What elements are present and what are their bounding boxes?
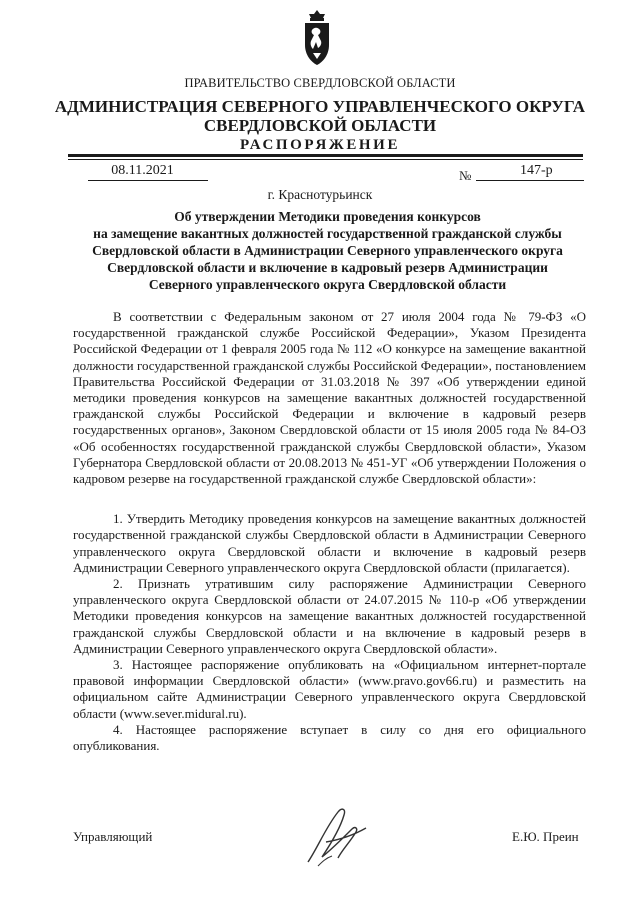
- title-line-3: Свердловской области в Администрации Северного управленческого округа: [92, 243, 563, 258]
- administration-line-2: СВЕРДЛОВСКОЙ ОБЛАСТИ: [203, 116, 437, 135]
- handwritten-signature-icon: [288, 802, 388, 872]
- document-number: 147-р: [520, 163, 553, 178]
- document-type: РАСПОРЯЖЕНИЕ: [239, 137, 401, 153]
- document-title: [70, 208, 585, 293]
- title-line-5: Северного управленческого округа Свердловской области: [148, 277, 507, 292]
- date-underline: [88, 180, 208, 181]
- header-rule-thick: [68, 154, 583, 157]
- document-body: [73, 309, 586, 754]
- coat-of-arms-icon: [301, 8, 333, 68]
- administration-name: [0, 97, 640, 135]
- administration-line-1: АДМИНИСТРАЦИЯ СЕВЕРНОГО УПРАВЛЕНЧЕСКОГО ОКРУГА: [54, 97, 586, 116]
- document-city: г. Краснотурьинск: [267, 187, 373, 202]
- item-2-paragraph: 2. Признать утратившим силу распоряжение Администрации Северного управленческого округа Свердловской области от 24.07.2015 № 110-р «Об утверждении Методики проведения конкурсов на замещение вакантных должностей государственной гражданской службы Свердловской области и на включение в кадровый резерв в Администрации Северного управленческого округа Свердловской области».: [73, 576, 586, 656]
- title-line-2: на замещение вакантных должностей государственной гражданской службы: [93, 226, 562, 241]
- header-rule-thin: [68, 159, 583, 160]
- item-4-paragraph: 4. Настоящее распоряжение вступает в силу со дня его официального опубликования.: [73, 721, 586, 754]
- item-3-paragraph: 3. Настоящее распоряжение опубликовать на «Официальном интернет-портале правовой информации Свердловской области» (www.pravo.gov66.ru) и разместить на официальном сайте Администрации Северного управленческого округа Свердловской области (www.sever.midural.ru).: [73, 657, 586, 721]
- signer-name: Е.Ю. Преин: [512, 829, 579, 844]
- title-line-4: Свердловской области и включение в кадровый резерв Администрации: [107, 260, 548, 275]
- number-label: №: [459, 168, 472, 183]
- document-date: 08.11.2021: [111, 163, 174, 178]
- title-line-1: Об утверждении Методики проведения конкурсов: [174, 209, 481, 224]
- signer-position: Управляющий: [73, 829, 153, 844]
- number-underline: [476, 180, 584, 181]
- item-1-paragraph: 1. Утвердить Методику проведения конкурсов на замещение вакантных должностей государственной гражданской службы Свердловской области в Администрации Северного управленческого округа Свердловской области и включение в кадровый резерв Администрации Северного управленческого округа Свердловской области (прилагается).: [73, 511, 586, 575]
- preamble-paragraph: В соответствии с Федеральным законом от 27 июля 2004 года № 79-ФЗ «О государственной гражданской службе Российской Федерации», Указом Президента Российской Федерации от 1 февраля 2005 года № 112 «О конкурсе на замещение вакантной должности государственной гражданской службы Российской Федерации», постановлением Правительства Российской Федерации от 31.03.2018 № 397 «Об утверждении единой методики проведения конкурсов на замещение вакантных должностей государственной гражданской службы Российской Федерации и включение в кадровый резерв государственных органов», Законом Свердловской области от 15 июля 2005 года № 84-ОЗ «Об особенностях государственной гражданской службы Свердловской области», Указом Губернатора Свердловской области от 20.08.2013 № 451-УГ «Об утверждении Положения о кадровом резерве на государственной гражданской службе Свердловской области»:: [73, 309, 586, 487]
- government-name: ПРАВИТЕЛЬСТВО СВЕРДЛОВСКОЙ ОБЛАСТИ: [184, 76, 456, 90]
